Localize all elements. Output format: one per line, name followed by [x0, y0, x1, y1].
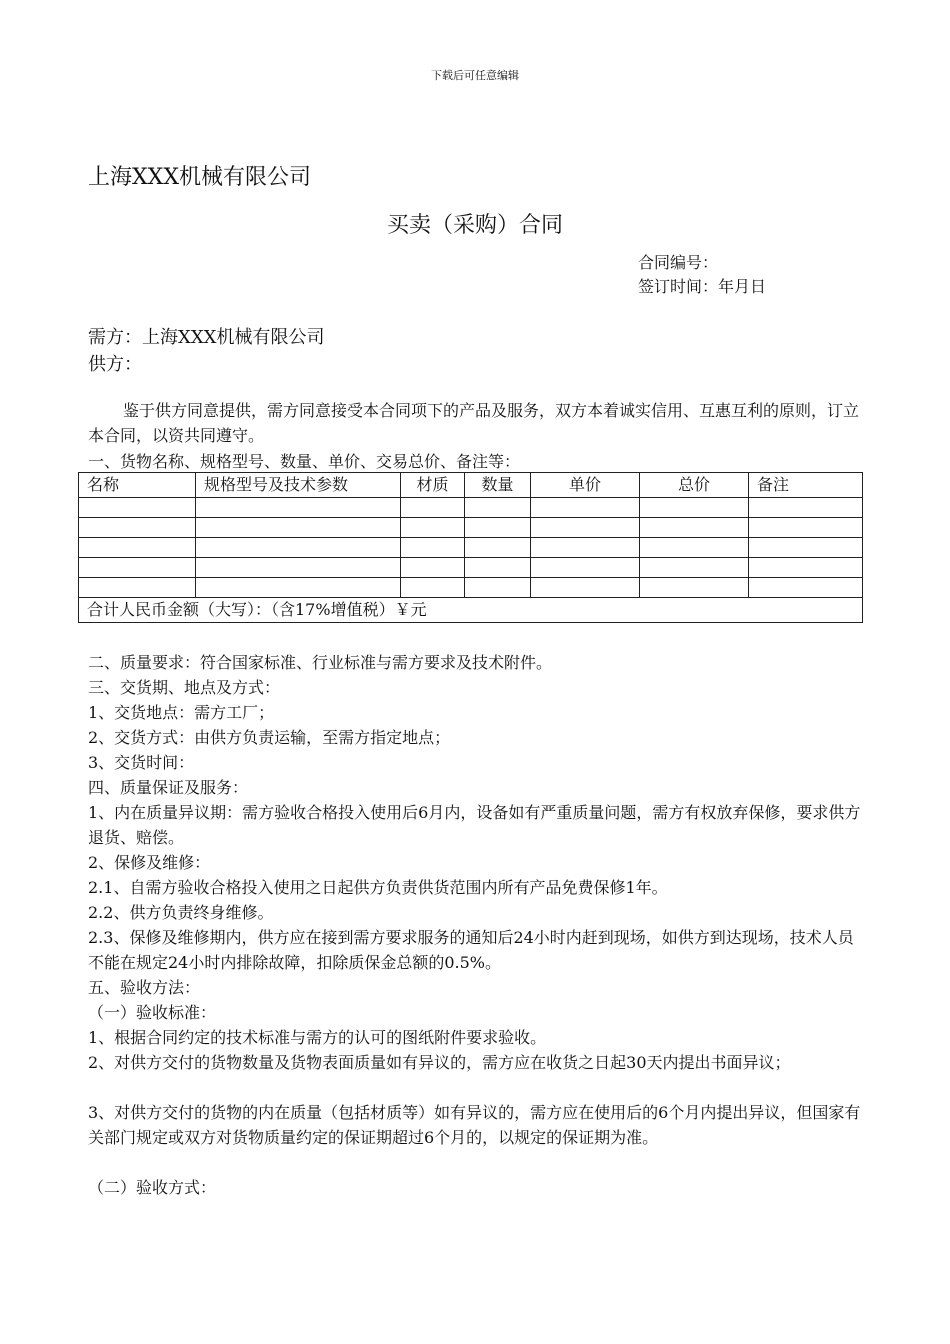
contract-title: 买卖（采购）合同 — [386, 213, 563, 238]
clause-warranty-2-2: 2.2、供方负责终身维修。 — [88, 903, 274, 922]
header-cell: 单价 — [531, 473, 640, 498]
clause-warranty-1: 1、内在质量异议期：需方验收合格投入使用后6月内，设备如有严重质量问题，需方有权放弃保修，要求供方退货、赔偿。 — [88, 803, 861, 847]
section-1-heading: 一、货物名称、规格型号、数量、单价、交易总价、备注等： — [88, 452, 521, 471]
clause-acceptance-heading: 五、验收方法： — [88, 978, 201, 997]
header-cell: 备注 — [749, 473, 863, 498]
clause-delivery-place: 1、交货地点：需方工厂； — [88, 703, 275, 722]
clause-warranty-2-1: 2.1、自需方验收合格投入使用之日起供方负责供货范围内所有产品免费保修1年。 — [88, 878, 668, 897]
table-header-row — [79, 473, 863, 498]
header-note: 下载后可任意编辑 — [431, 69, 519, 82]
clause-delivery-method: 2、交货方式：由供方负责运输，至需方指定地点； — [88, 728, 451, 747]
total-amount-cell: 合计人民币金额（大写）：（含17%增值税）￥元 — [79, 598, 863, 623]
clause-warranty-2-3: 2.3、保修及维修期内，供方应在接到需方要求服务的通知后24小时内赶到现场，如供方到达现场，技术人员不能在规定24小时内排除故障，扣除质保金总额的0.5%。 — [88, 928, 854, 972]
seller-party: 供方： — [88, 354, 142, 375]
goods-table — [78, 472, 863, 623]
table-row — [79, 518, 863, 538]
contract-number-label: 合同编号： — [638, 253, 719, 272]
clause-acceptance-2: 2、对供方交付的货物数量及货物表面质量如有异议的，需方应在收货之日起30天内提出书面异议； — [88, 1053, 791, 1072]
buyer-party: 需方：上海XXX机械有限公司 — [88, 327, 325, 348]
table-total-row — [79, 598, 863, 623]
header-cell: 名称 — [79, 473, 196, 498]
preamble-paragraph: 鉴于供方同意提供，需方同意接受本合同项下的产品及服务，双方本着诚实信用、互惠互利的原则，订立本合同，以资共同遵守。 — [88, 401, 860, 445]
clause-acceptance-1: 1、根据合同约定的技术标准与需方的认可的图纸附件要求验收。 — [88, 1028, 547, 1047]
table-row — [79, 558, 863, 578]
clause-delivery-time: 3、交货时间： — [88, 753, 195, 772]
clause-warranty-heading: 四、质量保证及服务： — [88, 778, 249, 797]
clause-delivery-heading: 三、交货期、地点及方式： — [88, 678, 281, 697]
table-row — [79, 578, 863, 598]
header-cell: 规格型号及技术参数 — [196, 473, 401, 498]
clause-warranty-2: 2、保修及维修： — [88, 853, 211, 872]
table-row — [79, 538, 863, 558]
company-name: 上海XXX机械有限公司 — [88, 165, 311, 190]
header-cell: 数量 — [465, 473, 531, 498]
header-cell: 总价 — [640, 473, 749, 498]
header-cell: 材质 — [401, 473, 465, 498]
clause-acceptance-standard: （一）验收标准： — [88, 1003, 217, 1022]
clause-acceptance-method: （二）验收方式： — [88, 1178, 217, 1197]
sign-time-label: 签订时间：年月日 — [638, 277, 767, 296]
table-row — [79, 498, 863, 518]
clause-acceptance-3: 3、对供方交付的货物的内在质量（包括材质等）如有异议的，需方应在使用后的6个月内提出异议，但国家有关部门规定或双方对货物质量约定的保证期超过6个月的，以规定的保证期为准。 — [88, 1103, 861, 1147]
clause-quality: 二、质量要求：符合国家标准、行业标准与需方要求及技术附件。 — [88, 653, 553, 672]
